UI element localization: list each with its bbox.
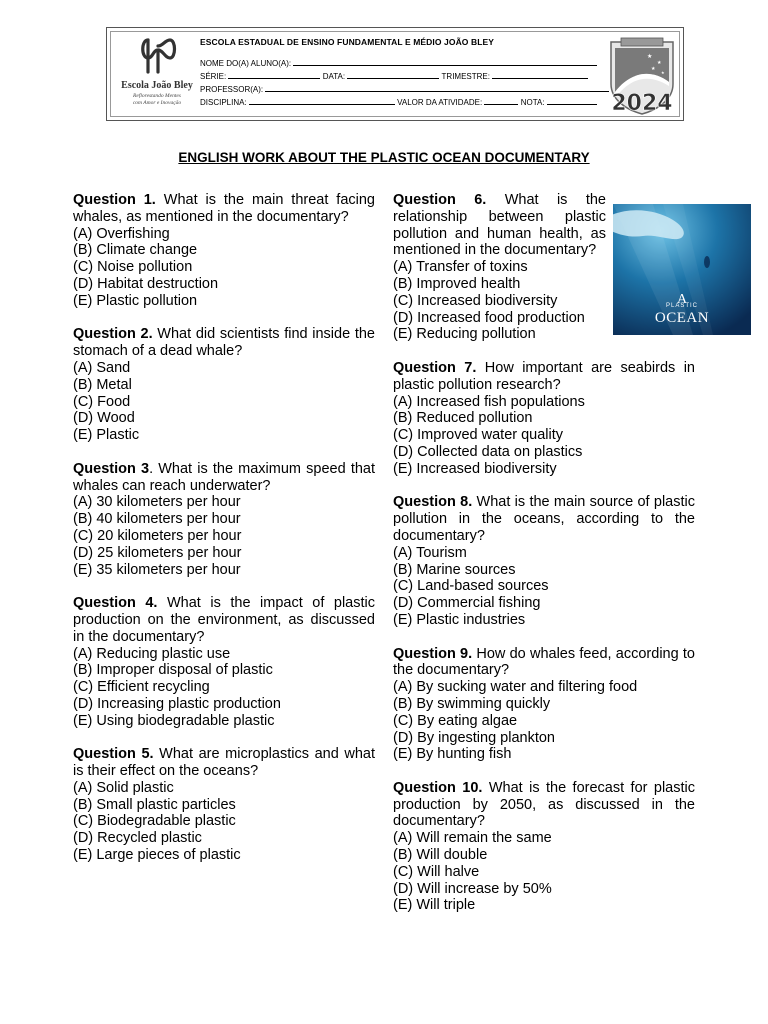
option-d[interactable]: (D) Commercial fishing xyxy=(393,595,541,612)
question-label: Question 5. xyxy=(73,746,154,763)
term-label: TRIMESTRE: xyxy=(441,72,490,81)
option-e[interactable]: (E) Plastic xyxy=(73,427,140,444)
question-text xyxy=(73,595,375,645)
question-text xyxy=(73,192,375,226)
student-name-row xyxy=(200,58,597,68)
school-header xyxy=(106,27,684,121)
question-7 xyxy=(393,360,695,478)
question-prompt: How important are seabirds in plastic pollution research? xyxy=(393,359,695,393)
school-name: ESCOLA ESTADUAL DE ENSINO FUNDAMENTAL E MÉDIO JOÃO BLEY xyxy=(200,37,495,47)
option-e[interactable]: (E) Increased biodiversity xyxy=(393,460,557,477)
date-field[interactable] xyxy=(347,71,439,79)
option-a[interactable]: (A) Increased fish populations xyxy=(393,393,585,410)
option-e[interactable]: (E) Reducing pollution xyxy=(393,326,536,343)
option-a[interactable]: (A) Solid plastic xyxy=(73,779,174,796)
question-5 xyxy=(73,746,375,864)
teacher-row xyxy=(200,84,609,94)
crest-year: 2024 xyxy=(611,91,673,116)
question-8 xyxy=(393,494,695,628)
option-c[interactable]: (C) Will halve xyxy=(393,863,480,880)
option-a[interactable]: (A) Overfishing xyxy=(73,225,170,242)
question-text xyxy=(393,360,695,394)
option-b[interactable]: (B) Reduced pollution xyxy=(393,410,533,427)
option-b[interactable]: (B) Improper disposal of plastic xyxy=(73,662,273,679)
option-a[interactable]: (A) Transfer of toxins xyxy=(393,259,528,276)
svg-text:★: ★ xyxy=(661,70,665,75)
logo-tagline-line-1: Reflorestando Mentes xyxy=(133,93,181,99)
option-c[interactable]: (C) Land-based sources xyxy=(393,578,549,595)
teacher-field[interactable] xyxy=(265,84,609,92)
option-a[interactable]: (A) Will remain the same xyxy=(393,830,552,847)
question-prompt: What did scientists find inside the stomach of a dead whale? xyxy=(73,326,375,360)
question-2 xyxy=(73,326,375,444)
question-prompt: How do whales feed, according to the documentary? xyxy=(393,645,695,679)
grade-field[interactable] xyxy=(228,71,320,79)
question-prompt: What are microplastics and what is their effect on the oceans? xyxy=(73,746,375,780)
date-label: DATA: xyxy=(322,72,346,81)
option-d[interactable]: (D) Increased food production xyxy=(393,309,585,326)
option-e[interactable]: (E) Plastic industries xyxy=(393,611,526,628)
option-a[interactable]: (A) Sand xyxy=(73,359,131,376)
question-prompt: What is the relationship between plastic pollution and human health, as mentioned in the documentary? xyxy=(393,192,606,259)
question-10 xyxy=(393,780,695,914)
option-a[interactable]: (A) Tourism xyxy=(393,544,467,561)
question-label: Question 2. xyxy=(73,326,153,343)
option-c[interactable]: (C) Improved water quality xyxy=(393,427,564,444)
question-3 xyxy=(73,461,375,579)
option-e[interactable]: (E) Will triple xyxy=(393,897,476,914)
option-d[interactable]: (D) 25 kilometers per hour xyxy=(73,544,242,561)
page-title: ENGLISH WORK ABOUT THE PLASTIC OCEAN DOCUMENTARY xyxy=(178,150,590,165)
term-field[interactable] xyxy=(492,71,588,79)
question-9 xyxy=(393,646,695,764)
question-label: Question 7. xyxy=(393,359,477,376)
option-b[interactable]: (B) Small plastic particles xyxy=(73,796,236,813)
option-d[interactable]: (D) Increasing plastic production xyxy=(73,695,281,712)
question-text xyxy=(73,461,375,495)
question-label: Question 1. xyxy=(73,192,156,208)
school-crest-icon xyxy=(607,36,677,116)
option-b[interactable]: (B) 40 kilometers per hour xyxy=(73,511,241,528)
logo-tagline xyxy=(115,93,199,107)
student-name-field[interactable] xyxy=(293,58,597,66)
option-b[interactable]: (B) Will double xyxy=(393,847,488,864)
option-b[interactable]: (B) Marine sources xyxy=(393,561,516,578)
option-c[interactable]: (C) Biodegradable plastic xyxy=(73,813,236,830)
score-field[interactable] xyxy=(547,97,597,105)
svg-text:★: ★ xyxy=(657,60,662,66)
option-d[interactable]: (D) Collected data on plastics xyxy=(393,443,583,460)
question-label: Question 4. xyxy=(73,595,158,612)
grade-date-term-row xyxy=(200,71,588,81)
question-prompt: What is the main threat facing whales, as mentioned in the documentary? xyxy=(73,192,375,225)
option-c[interactable]: (C) Food xyxy=(73,393,131,410)
logo-tagline-line-2: com Amor e Inovação xyxy=(132,100,182,106)
questions-right-column xyxy=(393,192,695,931)
subject-label: DISCIPLINA: xyxy=(200,98,247,107)
subject-row xyxy=(200,97,597,107)
option-c[interactable]: (C) 20 kilometers per hour xyxy=(73,527,242,544)
option-d[interactable]: (D) By ingesting plankton xyxy=(393,729,555,746)
question-label: Question 8. xyxy=(393,494,473,511)
svg-text:★: ★ xyxy=(647,53,653,60)
question-label: Question 3 xyxy=(73,460,150,477)
score-label: NOTA: xyxy=(520,98,545,107)
question-text xyxy=(73,746,375,780)
question-label: Question 10. xyxy=(393,779,483,796)
poster-title-plastic: PLASTIC xyxy=(665,303,698,309)
question-text xyxy=(393,494,695,544)
question-text xyxy=(393,646,695,680)
activity-value-label: VALOR DA ATIVIDADE: xyxy=(397,98,483,107)
questions-left-column xyxy=(73,192,375,881)
question-prompt: What is the main source of plastic pollution in the oceans, according to the documentary? xyxy=(393,494,695,544)
question-prompt: . What is the maximum speed that whales can reach underwater? xyxy=(73,460,375,494)
option-e[interactable]: (E) By hunting fish xyxy=(393,746,512,763)
option-d[interactable]: (D) Habitat destruction xyxy=(73,275,219,292)
question-label: Question 9. xyxy=(393,645,473,662)
school-logo-icon xyxy=(139,32,177,78)
option-e[interactable]: (E) Using biodegradable plastic xyxy=(73,712,275,729)
option-d[interactable]: (D) Will increase by 50% xyxy=(393,880,552,897)
option-d[interactable]: (D) Recycled plastic xyxy=(73,830,202,847)
option-c[interactable]: (C) Increased biodiversity xyxy=(393,292,558,309)
question-6 xyxy=(393,192,695,343)
question-text xyxy=(73,326,375,360)
option-b[interactable]: (B) Climate change xyxy=(73,242,198,259)
option-d[interactable]: (D) Wood xyxy=(73,410,135,427)
poster-title-a: A xyxy=(676,292,688,307)
option-a[interactable]: (A) Reducing plastic use xyxy=(73,645,231,662)
option-b[interactable]: (B) Improved health xyxy=(393,275,521,292)
poster-title-ocean: OCEAN xyxy=(654,310,710,326)
svg-text:★: ★ xyxy=(651,66,656,72)
option-e[interactable]: (E) Large pieces of plastic xyxy=(73,847,241,864)
option-b[interactable]: (B) Metal xyxy=(73,376,132,393)
option-a[interactable]: (A) By sucking water and filtering food xyxy=(393,679,638,696)
question-text xyxy=(393,192,606,259)
question-prompt: What is the forecast for plastic production by 2050, as discussed in the documentary? xyxy=(393,779,695,830)
subject-field[interactable] xyxy=(249,97,395,105)
question-prompt: What is the impact of plastic production on the environment, as discussed in the documentary? xyxy=(73,595,375,645)
option-b[interactable]: (B) By swimming quickly xyxy=(393,695,551,712)
option-e[interactable]: (E) 35 kilometers per hour xyxy=(73,561,241,578)
question-4 xyxy=(73,595,375,729)
option-a[interactable]: (A) 30 kilometers per hour xyxy=(73,494,241,511)
activity-value-field[interactable] xyxy=(484,97,518,105)
option-c[interactable]: (C) By eating algae xyxy=(393,712,518,729)
option-c[interactable]: (C) Efficient recycling xyxy=(73,679,210,696)
grade-label: SÉRIE: xyxy=(200,72,227,81)
question-label: Question 6. xyxy=(393,192,487,208)
question-text xyxy=(393,780,695,830)
option-e[interactable]: (E) Plastic pollution xyxy=(73,292,198,309)
teacher-label: PROFESSOR(A): xyxy=(200,85,264,94)
student-name-label: NOME DO(A) ALUNO(A): xyxy=(200,59,292,68)
logo-name: Escola João Bley xyxy=(121,80,193,91)
question-1 xyxy=(73,192,375,310)
school-logo xyxy=(115,32,199,118)
option-c[interactable]: (C) Noise pollution xyxy=(73,259,193,276)
